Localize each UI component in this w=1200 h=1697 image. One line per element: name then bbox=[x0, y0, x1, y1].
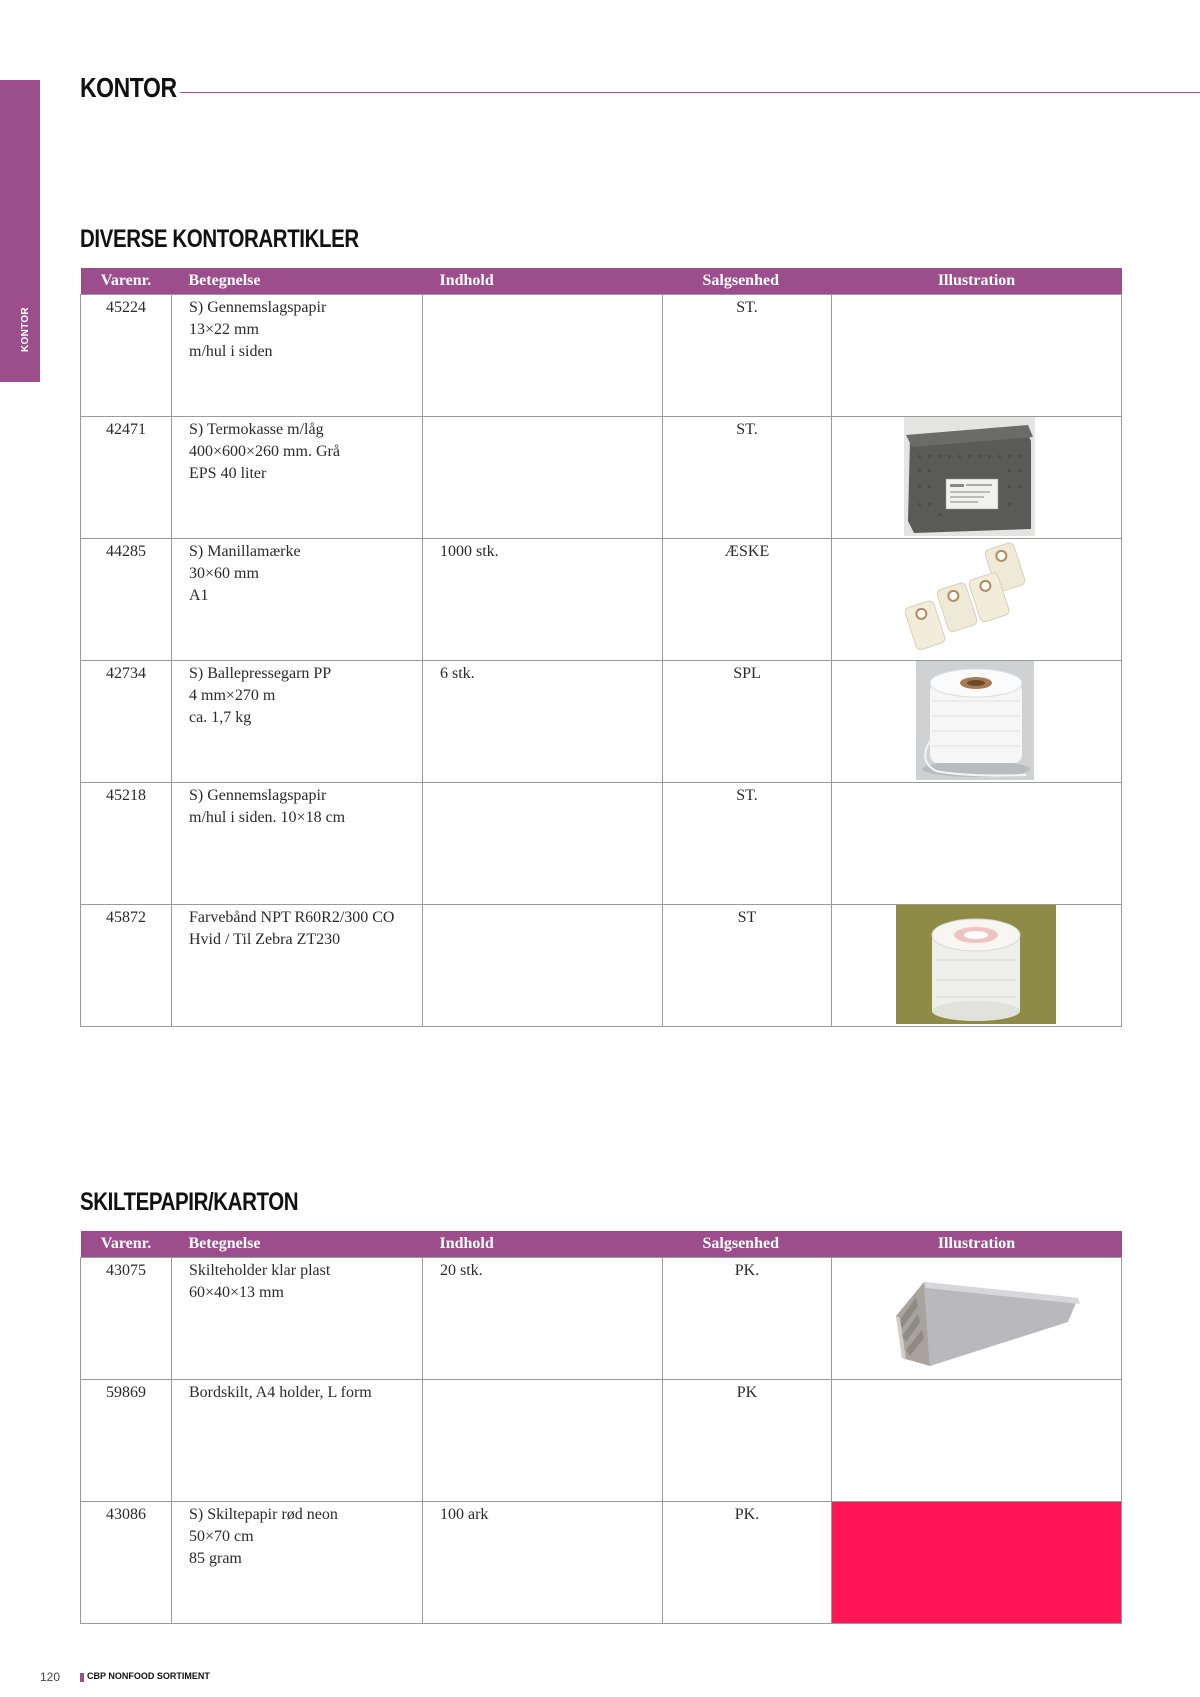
cell-varenr: 45218 bbox=[81, 783, 172, 905]
header-varenr: Varenr. bbox=[81, 268, 172, 295]
table-header-row bbox=[81, 268, 1122, 295]
cell-betegnelse bbox=[172, 417, 423, 539]
sign-holder-image bbox=[866, 1258, 1088, 1377]
page-number: 120 bbox=[40, 1670, 61, 1684]
cell-salgsenhed: PK. bbox=[663, 1258, 832, 1380]
header-salgsenhed: Salgsenhed bbox=[663, 268, 832, 295]
betegnelse-line: 50×70 cm bbox=[189, 1528, 254, 1545]
product-table-diverse bbox=[80, 268, 1122, 1027]
cell-illustration bbox=[832, 539, 1122, 661]
cell-varenr: 43086 bbox=[81, 1502, 172, 1624]
cell-indhold: 100 ark bbox=[423, 1502, 663, 1624]
betegnelse-line: S) Gennemslagspapir bbox=[189, 299, 327, 316]
cell-indhold: 1000 stk. bbox=[423, 539, 663, 661]
cell-varenr: 45872 bbox=[81, 905, 172, 1027]
table-row bbox=[81, 295, 1122, 417]
cell-varenr: 42734 bbox=[81, 661, 172, 783]
cell-indhold bbox=[423, 295, 663, 417]
header-illustration: Illustration bbox=[832, 268, 1122, 295]
section-title-diverse: DIVERSE KONTORARTIKLER bbox=[80, 225, 359, 253]
table-row bbox=[81, 905, 1122, 1027]
sidebar-label: KONTOR bbox=[20, 307, 31, 352]
neon-paper-swatch bbox=[832, 1502, 1122, 1624]
header-indhold: Indhold bbox=[423, 268, 663, 295]
cell-varenr: 43075 bbox=[81, 1258, 172, 1380]
cell-salgsenhed: SPL bbox=[663, 661, 832, 783]
cell-varenr: 45224 bbox=[81, 295, 172, 417]
table-row bbox=[81, 417, 1122, 539]
footer-text: CBP NONFOOD SORTIMENT bbox=[87, 1671, 210, 1681]
table-row bbox=[81, 661, 1122, 783]
cell-betegnelse bbox=[172, 1380, 423, 1502]
cell-betegnelse bbox=[172, 295, 423, 417]
betegnelse-line: m/hul i siden. 10×18 cm bbox=[189, 809, 346, 826]
table-row bbox=[81, 1258, 1122, 1380]
betegnelse-line: 85 gram bbox=[189, 1550, 242, 1567]
cell-betegnelse bbox=[172, 783, 423, 905]
title-divider bbox=[180, 92, 1200, 93]
cell-varenr: 42471 bbox=[81, 417, 172, 539]
cell-salgsenhed: ST. bbox=[663, 783, 832, 905]
cell-indhold bbox=[423, 417, 663, 539]
table-row bbox=[81, 1380, 1122, 1502]
cell-indhold bbox=[423, 783, 663, 905]
betegnelse-line: A1 bbox=[189, 587, 209, 604]
betegnelse-line: S) Ballepressegarn PP bbox=[189, 665, 332, 682]
cell-varenr: 59869 bbox=[81, 1380, 172, 1502]
table-row bbox=[81, 539, 1122, 661]
cell-illustration bbox=[832, 661, 1122, 783]
betegnelse-line: S) Skiltepapir rød neon bbox=[189, 1506, 338, 1523]
cell-illustration bbox=[832, 1258, 1122, 1380]
header-varenr: Varenr. bbox=[81, 1231, 172, 1258]
table-row bbox=[81, 783, 1122, 905]
betegnelse-line: m/hul i siden bbox=[189, 343, 273, 360]
page-title: KONTOR bbox=[80, 72, 177, 103]
betegnelse-line: S) Termokasse m/låg bbox=[189, 421, 324, 438]
footer-mark bbox=[80, 1673, 84, 1682]
cell-betegnelse bbox=[172, 905, 423, 1027]
cell-illustration bbox=[832, 417, 1122, 539]
betegnelse-line: Skilteholder klar plast bbox=[189, 1262, 331, 1279]
betegnelse-line: 30×60 mm bbox=[189, 565, 259, 582]
cell-salgsenhed: ST. bbox=[663, 295, 832, 417]
cell-illustration bbox=[832, 905, 1122, 1027]
cell-illustration bbox=[832, 1380, 1122, 1502]
ribbon-roll-image bbox=[896, 905, 1056, 1024]
betegnelse-line: 4 mm×270 m bbox=[189, 687, 276, 704]
cell-illustration bbox=[832, 783, 1122, 905]
cell-betegnelse bbox=[172, 1502, 423, 1624]
manila-tags-image bbox=[902, 539, 1042, 658]
table-header-row bbox=[81, 1231, 1122, 1258]
cell-betegnelse bbox=[172, 661, 423, 783]
cell-indhold bbox=[423, 1380, 663, 1502]
header-salgsenhed: Salgsenhed bbox=[663, 1231, 832, 1258]
betegnelse-line: Farvebånd NPT R60R2/300 CO bbox=[189, 909, 395, 926]
header-illustration: Illustration bbox=[832, 1231, 1122, 1258]
cell-betegnelse bbox=[172, 1258, 423, 1380]
cell-salgsenhed: PK bbox=[663, 1380, 832, 1502]
thermobox-image bbox=[904, 417, 1035, 536]
cell-varenr: 44285 bbox=[81, 539, 172, 661]
betegnelse-line: 400×600×260 mm. Grå bbox=[189, 443, 340, 460]
section-title-skiltepapir: SKILTEPAPIR/KARTON bbox=[80, 1188, 299, 1216]
header-betegnelse: Betegnelse bbox=[172, 1231, 423, 1258]
table-row bbox=[81, 1502, 1122, 1624]
header-betegnelse: Betegnelse bbox=[172, 268, 423, 295]
betegnelse-line: S) Manillamærke bbox=[189, 543, 301, 560]
betegnelse-line: EPS 40 liter bbox=[189, 465, 267, 482]
cell-betegnelse bbox=[172, 539, 423, 661]
betegnelse-line: Hvid / Til Zebra ZT230 bbox=[189, 931, 341, 948]
header-indhold: Indhold bbox=[423, 1231, 663, 1258]
cell-indhold bbox=[423, 905, 663, 1027]
cell-salgsenhed: ST. bbox=[663, 417, 832, 539]
betegnelse-line: S) Gennemslagspapir bbox=[189, 787, 327, 804]
betegnelse-line: Bordskilt, A4 holder, L form bbox=[189, 1384, 372, 1401]
cell-indhold: 20 stk. bbox=[423, 1258, 663, 1380]
cell-salgsenhed: PK. bbox=[663, 1502, 832, 1624]
cell-indhold: 6 stk. bbox=[423, 661, 663, 783]
twine-spool-image bbox=[916, 661, 1034, 780]
betegnelse-line: 60×40×13 mm bbox=[189, 1284, 284, 1301]
betegnelse-line: ca. 1,7 kg bbox=[189, 709, 252, 726]
cell-salgsenhed: ÆSKE bbox=[663, 539, 832, 661]
product-table-skiltepapir bbox=[80, 1231, 1122, 1624]
betegnelse-line: 13×22 mm bbox=[189, 321, 259, 338]
cell-illustration bbox=[832, 295, 1122, 417]
cell-salgsenhed: ST bbox=[663, 905, 832, 1027]
